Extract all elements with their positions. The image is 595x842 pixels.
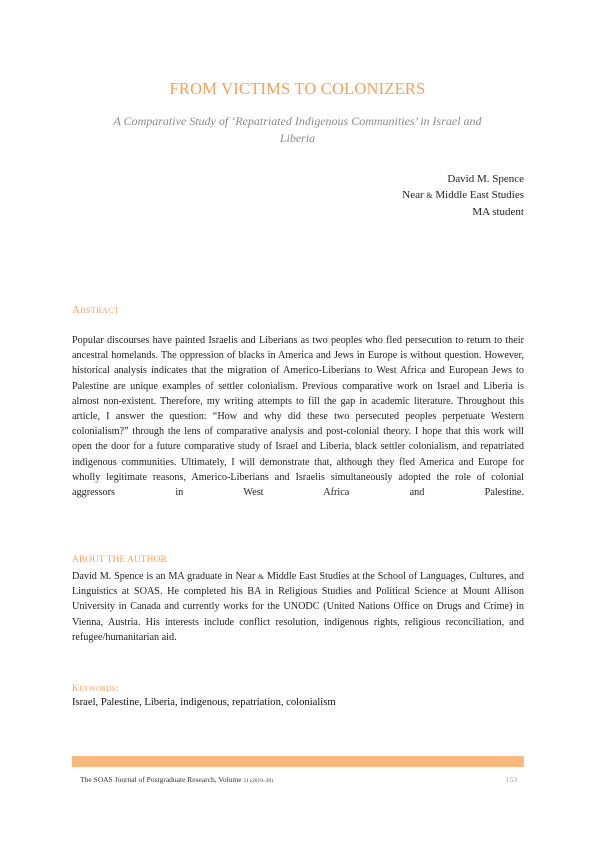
- about-author-text: [72, 569, 524, 645]
- department-ampersand: &: [426, 191, 433, 200]
- footer-journal-citation: [80, 775, 273, 784]
- abstract-text: Popular discourses have painted Israelis and Liberians as two peoples who fled persecution to return to their ancestral homelands. The oppression of blacks in America and Jews in Europe is without question. However, historical analysis indicates that the migration of Americo-Liberians to West Africa and European Jews to Palestine are unique examples of settler colonialism. Previous comparative work on Israel and Liberia is almost non-existent. Therefore, my writing attempts to fill the gap in academic literature. Throughout this article, I answer the question: “How and why did these two persecuted peoples perpetuate Western colonialism?” through the lens of comparative analysis and post-colonial theory. I hope that this work will open the door for a future comparative study of Israel and Liberia, black settler colonialism, and repatriated indigenous communities. Ultimately, I will demonstrate that, although they fled America and Europe for wholly legitimate reasons, Americo-Liberians and Israelis simultaneously adopted the role of colonial aggressors in West Africa and Palestine.: [72, 335, 524, 499]
- about-ampersand: &: [258, 572, 265, 581]
- journal-name: The SOAS Journal of Postgraduate Research, Volume: [80, 775, 242, 784]
- page-number: 153: [505, 775, 517, 784]
- footer-divider-bar: [72, 756, 524, 767]
- department-prefix: Near: [402, 189, 424, 201]
- about-text-part-2: Middle East Studies at the School of Languages, Cultures, and Linguistics at SOAS. He completed his BA in Religious Studies and Political Science at Mount Allison University in Canada and currently works for the UNODC (United Nations Office on Drugs and Crime) in Vienna, Austria. His interests include conflict resolution, indigenous rights, religious reconciliation, and refugee/humanitarian aid.: [72, 571, 525, 643]
- author-info: [402, 171, 524, 220]
- author-department: [402, 187, 524, 204]
- author-name: David M. Spence: [447, 173, 524, 185]
- about-text-part-1: David M. Spence is an MA graduate in Near: [72, 571, 256, 582]
- department-suffix: Middle East Studies: [435, 189, 524, 201]
- author-role: MA student: [472, 206, 524, 218]
- journal-volume: 11 (2019–20): [243, 778, 274, 784]
- paper-title: FROM VICTIMS TO COLONIZERS: [169, 79, 426, 98]
- paper-subtitle: A Comparative Study of ‘Repatriated Indigenous Communities’ in Israel and Liberia: [113, 114, 482, 145]
- keywords-text: Israel, Palestine, Liberia, indigenous, repatriation, colonialism: [72, 697, 336, 708]
- abstract-heading: Abstract: [72, 304, 120, 316]
- keywords-heading: Keywords:: [72, 684, 119, 694]
- about-author-heading: ABOUT THE AUTHOR: [72, 555, 167, 565]
